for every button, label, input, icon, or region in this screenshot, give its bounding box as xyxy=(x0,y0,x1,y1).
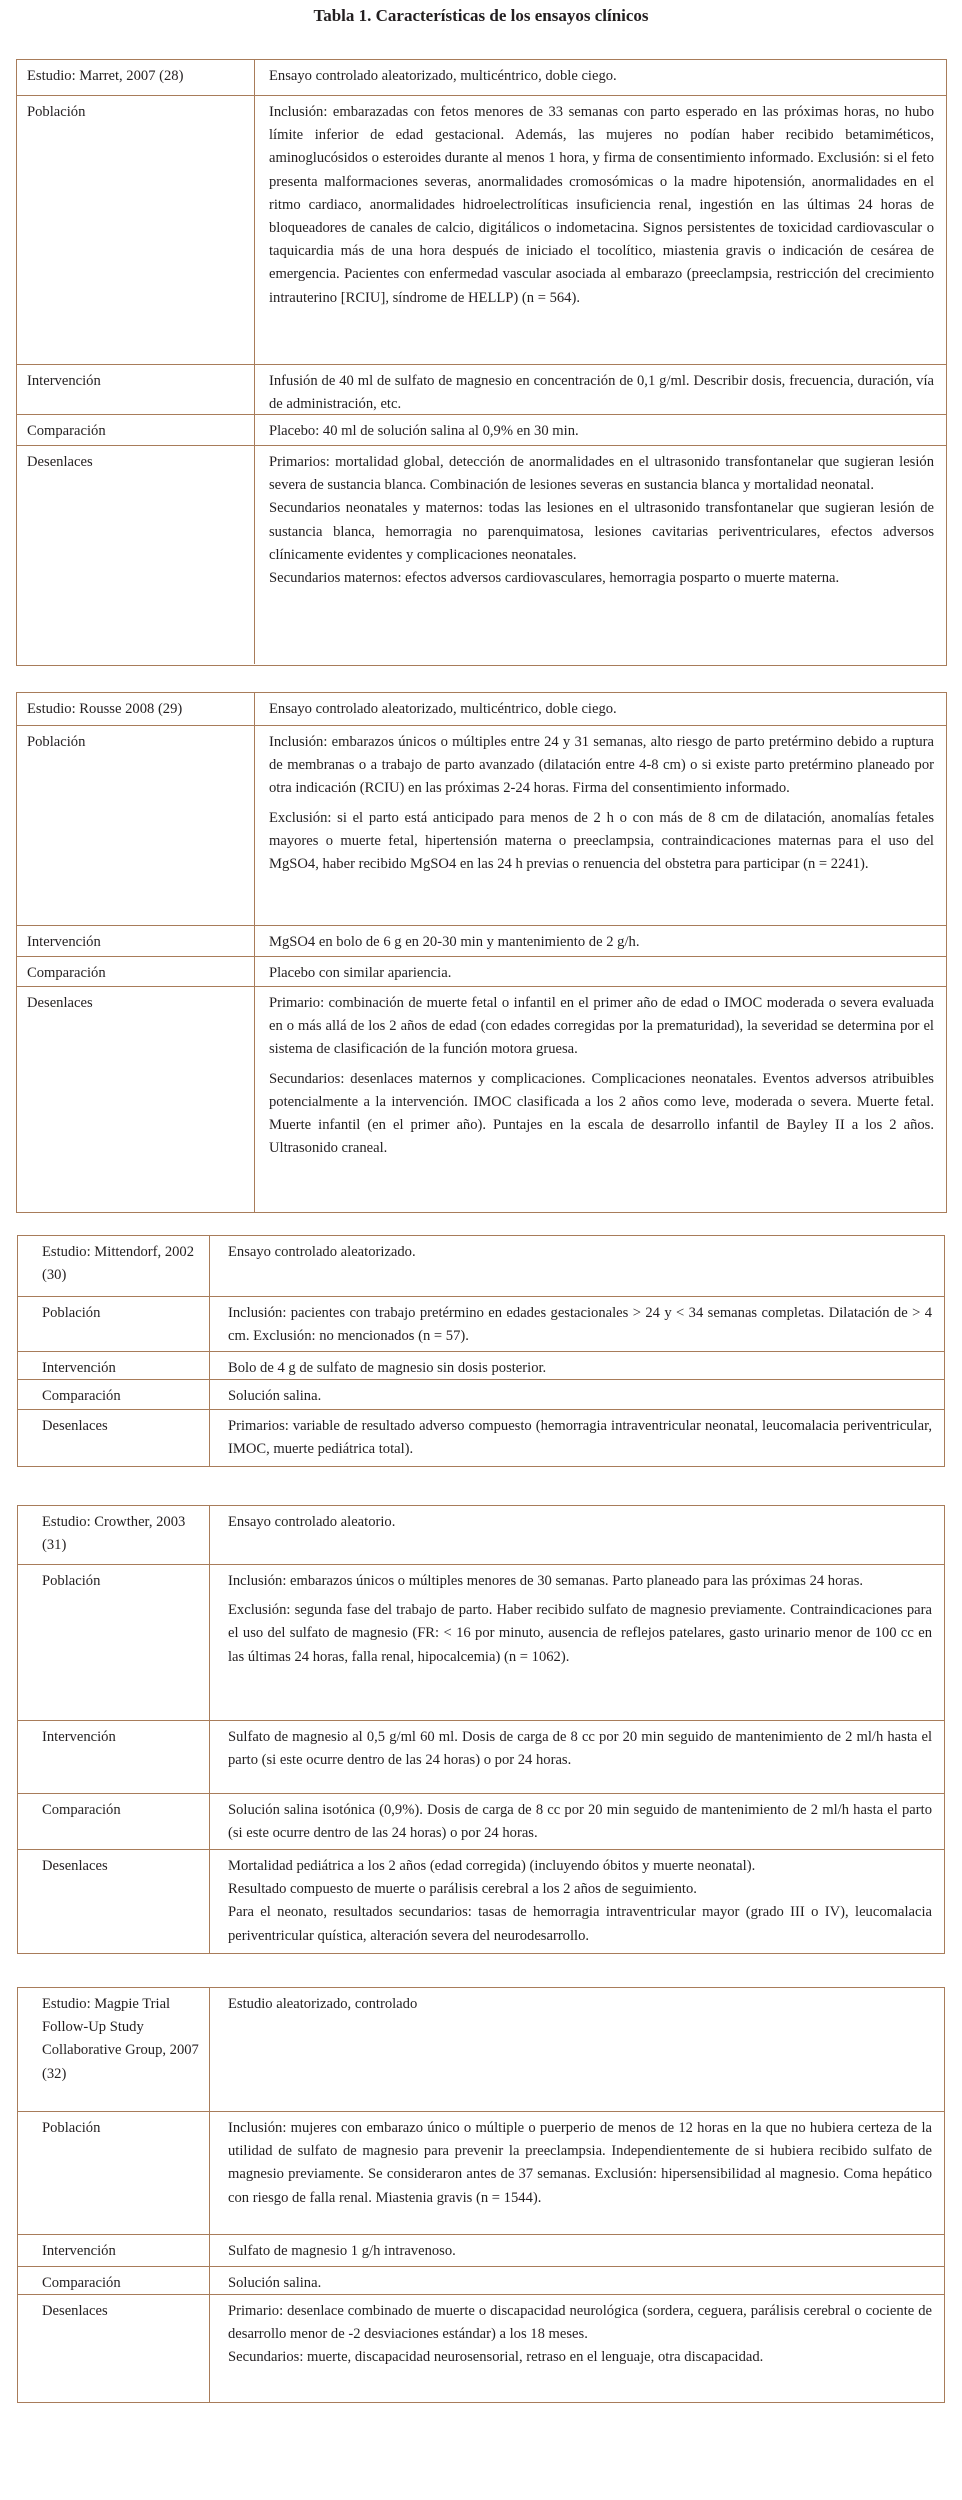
study-label: Estudio: Marret, 2007 (28) xyxy=(17,60,255,95)
table-row-desenlaces xyxy=(17,986,946,1212)
table-row-poblacion xyxy=(18,1296,944,1351)
row-value xyxy=(210,2112,944,2234)
paragraph: Inclusión: pacientes con trabajo pretérmino en edades gestacionales > 24 y < 34 semanas completas. Dilatación de > 4 cm. Exclusión: no mencionados (n = 57). xyxy=(228,1305,932,1345)
row-label: Población xyxy=(18,1565,210,1720)
paragraph: Primario: combinación de muerte fetal o infantil en el primer año de edad o IMOC moderada o severa evaluada en o más allá de los 2 años de edad (con edades corregidas por la prematuridad), la severidad se determina por el sistema de clasificación de la función motora gruesa. xyxy=(269,995,934,1058)
row-value xyxy=(255,726,946,925)
study-header-row xyxy=(18,1988,944,2111)
row-value xyxy=(210,2295,944,2402)
table-row-comparacion xyxy=(17,414,946,445)
row-label: Desenlaces xyxy=(18,2295,210,2402)
study-table-mittendorf xyxy=(17,1235,945,1467)
row-value xyxy=(255,96,946,364)
study-label: Estudio: Mittendorf, 2002 (30) xyxy=(18,1236,210,1296)
study-header-row xyxy=(17,693,946,725)
paragraph: Secundarios maternos: efectos adversos cardiovasculares, hemorragia posparto o muerte materna. xyxy=(269,570,840,587)
paragraph: Resultado compuesto de muerte o parálisis cerebral a los 2 años de seguimiento. xyxy=(228,1881,697,1898)
paragraph: Sulfato de magnesio al 0,5 g/ml 60 ml. Dosis de carga de 8 cc por 20 min seguido de mantenimiento de 2 ml/h hasta el parto (si este ocurre dentro de las 24 horas) o por 24 horas. xyxy=(228,1729,932,1769)
paragraph: Exclusión: si el parto está anticipado para menos de 2 h o con más de 8 cm de dilatación, anomalías fetales mayores o muerte fetal, hipertensión materna o preeclampsia, contraindicaciones maternas para el uso del MgSO4, haber recibido MgSO4 en las 24 h previas o renuencia del obstetra para participar (n = 2241). xyxy=(269,809,934,873)
row-value xyxy=(210,1565,944,1720)
row-label: Desenlaces xyxy=(18,1410,210,1466)
row-value xyxy=(210,1850,944,1953)
row-label: Intervención xyxy=(18,2235,210,2266)
table-row-intervencion xyxy=(17,364,946,414)
row-value xyxy=(210,2267,944,2294)
paragraph: Solución salina. xyxy=(228,2275,322,2291)
paragraph: Secundarios: desenlaces maternos y complicaciones. Complicaciones neonatales. Eventos adversos atribuibles potencialmente a la intervención. IMOC clasificada a los 2 años como leve, moderada o severa. Muerte fetal. Muerte infantil (en el primer año). Puntajes en la escala de desarrollo infantil de Bayley II a los 2 años. Ultrasonido craneal. xyxy=(269,1070,934,1157)
study-header-row xyxy=(17,60,946,95)
row-value xyxy=(210,1352,944,1379)
table-row-poblacion xyxy=(17,725,946,925)
row-value xyxy=(255,365,946,414)
study-design: Ensayo controlado aleatorizado, multicéntrico, doble ciego. xyxy=(269,68,617,84)
table-row-intervencion xyxy=(18,2234,944,2266)
row-value xyxy=(255,957,946,986)
paragraph: Inclusión: mujeres con embarazo único o múltiple o puerperio de menos de 12 horas en la que no hubiera certeza de la utilidad de sulfato de magnesio para prevenir la preeclampsia. Independientemente de si hubiera recibido sulfato de magnesio previamente. Se consideraron antes de 37 semanas. Exclusión: hipersensibilidad al magnesio. Coma hepático con riesgo de falla renal. Miastenia gravis (n = 1544). xyxy=(228,2120,932,2206)
paragraph: Secundarios neonatales y maternos: todas las lesiones en el ultrasonido transfontanelar que sugieran lesión de sustancia blanca, hemorragia no parenquimatosa, lesiones cavitarias periventriculares, efectos adversos clínicamente evidentes y complicaciones neonatales. xyxy=(269,500,934,563)
row-label: Comparación xyxy=(17,957,255,986)
study-design: Ensayo controlado aleatorizado, multicéntrico, doble ciego. xyxy=(269,701,617,717)
study-label: Estudio: Crowther, 2003 (31) xyxy=(18,1506,210,1564)
table-row-poblacion xyxy=(18,2111,944,2234)
paragraph: Primarios: variable de resultado adverso compuesto (hemorragia intraventricular neonatal, leucomalacia periventricular, IMOC, muerte pediátrica total). xyxy=(228,1418,932,1458)
row-label: Población xyxy=(18,1297,210,1351)
paragraph: MgSO4 en bolo de 6 g en 20-30 min y mantenimiento de 2 g/h. xyxy=(269,934,640,950)
study-table-marret xyxy=(16,59,947,666)
row-value xyxy=(210,1721,944,1793)
table-row-intervencion xyxy=(17,925,946,956)
paragraph: Placebo con similar apariencia. xyxy=(269,965,452,981)
study-table-crowther xyxy=(17,1505,945,1954)
row-label: Intervención xyxy=(17,926,255,956)
paragraph: Para el neonato, resultados secundarios: tasas de hemorragia intraventricular mayor (grado III o IV), leucomalacia periventricular quística, alteración severa del neurodesarrollo. xyxy=(228,1904,932,1944)
row-value xyxy=(255,926,946,956)
paragraph: Sulfato de magnesio 1 g/h intravenoso. xyxy=(228,2243,456,2259)
row-value xyxy=(210,1410,944,1466)
study-table-magpie xyxy=(17,1987,945,2403)
row-label: Comparación xyxy=(18,1380,210,1409)
row-value xyxy=(210,2235,944,2266)
table-row-intervencion xyxy=(18,1351,944,1379)
row-label: Desenlaces xyxy=(18,1850,210,1953)
row-label: Comparación xyxy=(18,1794,210,1849)
row-value xyxy=(210,1794,944,1849)
paragraph: Infusión de 40 ml de sulfato de magnesio en concentración de 0,1 g/ml. Describir dosis, frecuencia, duración, vía de administración, etc. xyxy=(269,373,934,413)
paragraph: Placebo: 40 ml de solución salina al 0,9% en 30 min. xyxy=(269,423,579,439)
row-value xyxy=(210,1297,944,1351)
table-row-desenlaces xyxy=(18,1849,944,1953)
study-header-row xyxy=(18,1236,944,1296)
table-row-comparacion xyxy=(18,2266,944,2294)
study-label: Estudio: Magpie Trial Follow-Up Study Collaborative Group, 2007 (32) xyxy=(18,1988,210,2111)
table-row-desenlaces xyxy=(17,445,946,664)
paragraph: Inclusión: embarazos únicos o múltiples entre 24 y 31 semanas, alto riesgo de parto pretérmino debido a ruptura de membranas o a trabajo de parto avanzado (dilatación entre 4-8 cm) o si existe parto pretérmino planeado por otra indicación (RCIU) en las próximas 2-24 horas. Firma del consentimiento informado. xyxy=(269,734,934,797)
paragraph: Inclusión: embarazos únicos o múltiples menores de 30 semanas. Parto planeado para las próximas 24 horas. xyxy=(228,1573,864,1589)
study-design: Ensayo controlado aleatorio. xyxy=(228,1514,396,1530)
table-row-intervencion xyxy=(18,1720,944,1793)
table-row-poblacion xyxy=(17,95,946,364)
table-row-comparacion xyxy=(18,1793,944,1849)
table-row-comparacion xyxy=(18,1379,944,1409)
study-table-rousse xyxy=(16,692,947,1213)
row-label: Intervención xyxy=(18,1721,210,1793)
row-label: Población xyxy=(17,96,255,364)
study-label: Estudio: Rousse 2008 (29) xyxy=(17,693,255,725)
row-label: Intervención xyxy=(18,1352,210,1379)
paragraph: Exclusión: segunda fase del trabajo de parto. Haber recibido sulfato de magnesio previamente. Contraindicaciones para el uso del sulfato de magnesio (FR: < 16 por minuto, ausencia de reflejos patelares, gasto urinario menor de 100 cc en las últimas 24 horas, falla renal, hipocalcemia) (n = 1062). xyxy=(228,1602,932,1665)
study-header-row xyxy=(18,1506,944,1564)
row-value xyxy=(255,446,946,664)
paragraph: Inclusión: embarazadas con fetos menores de 33 semanas con parto esperado en las próximas horas, no hubo límite inferior de edad gestacional. Además, las mujeres no podían haber recibido betamiméticos, aminoglucósidos o esteroides durante al menos 1 hora, y firma de consentimiento informado. Exclusión: si el feto presenta malformaciones severas, anormalidades cromosómicas o la madre hipotensión, anormalidades en el ritmo cardiaco, anormalidades hidroelectrolíticas insuficiencia renal, ingestión en las últimas 24 horas de bloqueadores de canales de calcio, digitálicos o indometacina. Signos persistentes de toxicidad cardiovascular o taquicardia más de una hora después de iniciado el tocolítico, miastenia gravis o indicación de cesárea de emergencia. Pacientes con enfermedad vascular asociada al embarazo (preeclampsia, restricción del crecimiento intrauterino [RCIU], síndrome de HELLP) (n = 564). xyxy=(269,104,934,306)
row-label: Población xyxy=(18,2112,210,2234)
paragraph: Solución salina isotónica (0,9%). Dosis de carga de 8 cc por 20 min seguido de mantenimiento de 2 ml/h hasta el parto (si este ocurre dentro de las 24 horas) o por 24 horas. xyxy=(228,1802,932,1842)
paragraph: Primarios: mortalidad global, detección de anormalidades en el ultrasonido transfontanelar que sugieran lesión severa de sustancia blanca. Combinación de lesiones severas en sustancia blanca y mortalidad neonatal. xyxy=(269,454,934,494)
row-label: Desenlaces xyxy=(17,987,255,1212)
paragraph: Primario: desenlace combinado de muerte o discapacidad neurológica (sordera, ceguera, parálisis cerebral o cociente de desarrollo menor de -2 desviaciones estándar) a los 18 meses. xyxy=(228,2303,932,2343)
paragraph: Mortalidad pediátrica a los 2 años (edad corregida) (incluyendo óbitos y muerte neonatal). xyxy=(228,1858,756,1874)
paragraph: Secundarios: muerte, discapacidad neurosensorial, retraso en el lenguaje, otra discapacidad. xyxy=(228,2349,764,2366)
table-row-desenlaces xyxy=(18,2294,944,2402)
study-design: Ensayo controlado aleatorizado. xyxy=(228,1244,416,1260)
table-title: Tabla 1. Características de los ensayos clínicos xyxy=(313,6,649,25)
row-label: Población xyxy=(17,726,255,925)
row-value xyxy=(255,987,946,1212)
row-value xyxy=(255,415,946,445)
table-row-comparacion xyxy=(17,956,946,986)
row-label: Intervención xyxy=(17,365,255,414)
paragraph: Solución salina. xyxy=(228,1388,322,1404)
row-value xyxy=(210,1380,944,1409)
paragraph: Bolo de 4 g de sulfato de magnesio sin dosis posterior. xyxy=(228,1360,547,1376)
row-label: Comparación xyxy=(18,2267,210,2294)
row-label: Desenlaces xyxy=(17,446,255,664)
study-design: Estudio aleatorizado, controlado xyxy=(228,1996,418,2012)
row-label: Comparación xyxy=(17,415,255,445)
table-row-poblacion xyxy=(18,1564,944,1720)
table-row-desenlaces xyxy=(18,1409,944,1466)
